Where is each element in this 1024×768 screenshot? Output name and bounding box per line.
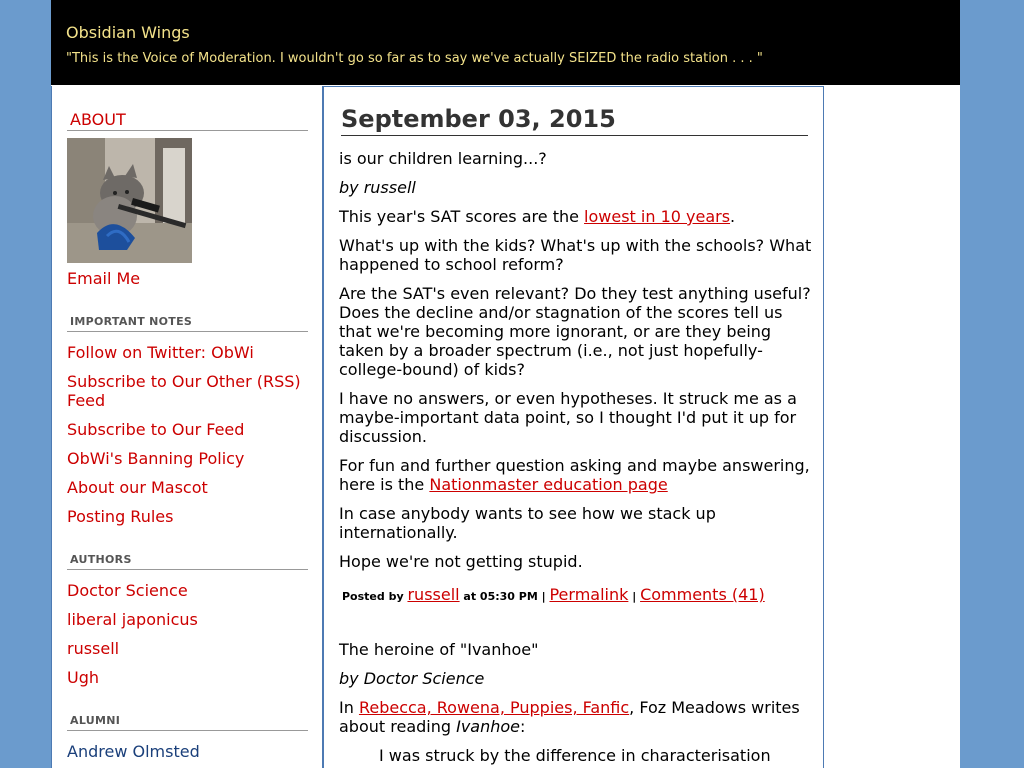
main-content: [323, 86, 824, 768]
important-notes-heading: IMPORTANT NOTES: [67, 315, 308, 332]
post-paragraph: For fun and further question asking and maybe answering, here is the Nationmaster education page: [339, 456, 810, 494]
author-link[interactable]: Ugh: [67, 668, 100, 687]
nationmaster-link[interactable]: Nationmaster education page: [429, 475, 668, 494]
post-byline: by Doctor Science: [339, 669, 485, 688]
comments-link[interactable]: Comments (41): [640, 585, 765, 604]
blog-tagline: "This is the Voice of Moderation. I wouldn't go so far as to say we've actually SEIZED the radio station . . . ": [66, 51, 763, 66]
banner: [51, 0, 960, 85]
page-container: [51, 0, 960, 768]
posting-rules-link[interactable]: Posting Rules: [67, 507, 174, 526]
authors-heading: AUTHORS: [67, 553, 308, 570]
twitter-link[interactable]: Follow on Twitter: ObWi: [67, 343, 254, 362]
post-byline: by russell: [339, 178, 416, 197]
mascot-link[interactable]: About our Mascot: [67, 478, 208, 497]
author-link[interactable]: Doctor Science: [67, 581, 188, 600]
banning-policy-link[interactable]: ObWi's Banning Policy: [67, 449, 245, 468]
about-heading: ABOUT: [67, 110, 308, 131]
post-paragraph: Hope we're not getting stupid.: [339, 552, 583, 571]
post-paragraph: This year's SAT scores are the lowest in 10 years.: [339, 207, 736, 226]
blog-title[interactable]: Obsidian Wings: [66, 23, 190, 42]
post-paragraph: I have no answers, or even hypotheses. It struck me as a maybe-important data point, so I thought I'd put it up for discussion.: [339, 389, 797, 446]
blockquote: I was struck by the difference in characterisation: [379, 746, 771, 765]
date-header: September 03, 2015: [341, 105, 808, 136]
author-link[interactable]: russell: [67, 639, 120, 658]
kitten-with-rifle-image: [67, 138, 192, 263]
author-link[interactable]: liberal japonicus: [67, 610, 198, 629]
post-paragraph: Are the SAT's even relevant? Do they test anything useful? Does the decline and/or stagnation of the scores tell us that we're becoming more ignorant, or are they being taken by a broader spectrum (i.e., not just hopefully-college-bound) of kids?: [339, 284, 811, 379]
email-me-link[interactable]: Email Me: [67, 269, 141, 288]
post-author-link[interactable]: russell: [407, 585, 460, 604]
post-title: is our children learning...?: [339, 149, 547, 168]
subscribe-feed-link[interactable]: Subscribe to Our Feed: [67, 420, 245, 439]
post-paragraph: In case anybody wants to see how we stack up internationally.: [339, 504, 716, 542]
foz-meadows-link[interactable]: Rebecca, Rowena, Puppies, Fanfic: [358, 698, 630, 717]
post-footer: Posted by russell at 05:30 PM | Permalink | Comments (41): [342, 585, 765, 604]
rss-feed-link[interactable]: Subscribe to Our Other (RSS) Feed: [67, 372, 301, 410]
sidebar: [51, 86, 323, 768]
post-paragraph: In Rebecca, Rowena, Puppies, Fanfic, Foz Meadows writes about reading Ivanhoe:: [339, 698, 800, 736]
post-title: The heroine of "Ivanhoe": [339, 640, 539, 659]
post-paragraph: What's up with the kids? What's up with the schools? What happened to school reform?: [339, 236, 812, 274]
alumni-link[interactable]: Andrew Olmsted: [67, 742, 200, 761]
permalink-link[interactable]: Permalink: [549, 585, 629, 604]
alumni-heading: ALUMNI: [67, 714, 308, 731]
sat-scores-link[interactable]: lowest in 10 years: [584, 207, 731, 226]
